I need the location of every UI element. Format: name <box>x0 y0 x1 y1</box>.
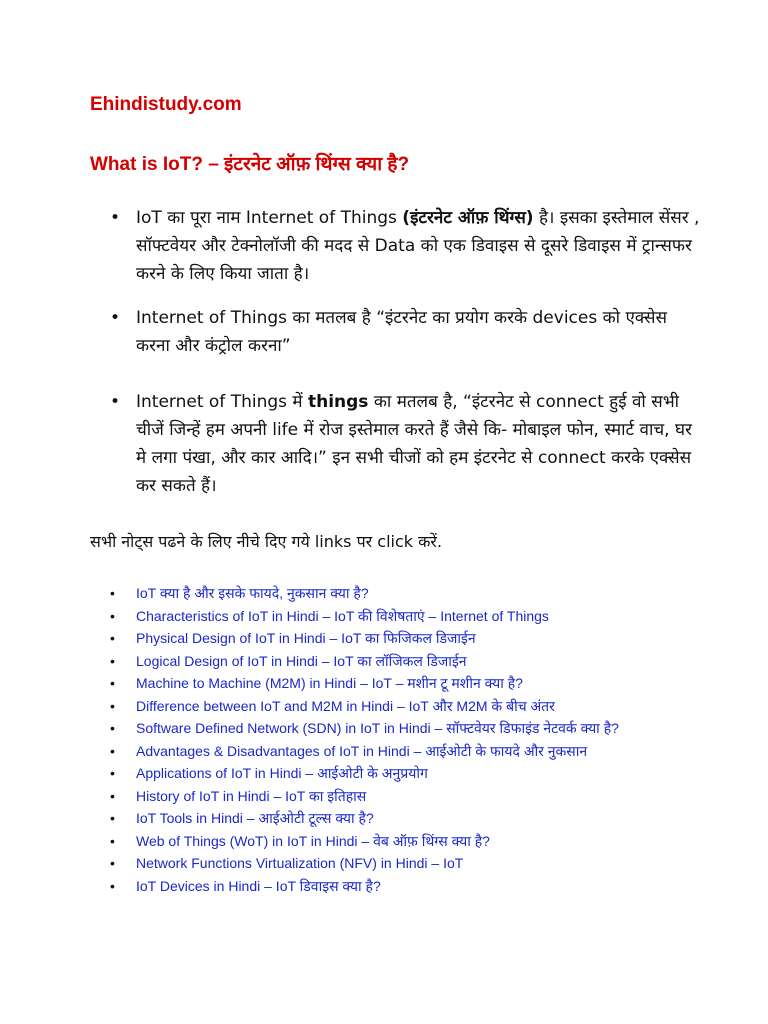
note-link[interactable]: IoT Devices in Hindi – IoT डिवाइस क्या है? <box>136 877 381 894</box>
list-item <box>110 717 670 740</box>
site-name: Ehindistudy.com <box>90 94 242 115</box>
note-link[interactable]: Characteristics of IoT in Hindi – IoT की विशेषताएं – Internet of Things <box>136 607 549 624</box>
list-item <box>110 672 670 695</box>
list-item <box>110 807 670 830</box>
bullet: • <box>110 675 115 691</box>
intro-item-meaning <box>110 304 700 360</box>
note-link[interactable]: Network Functions Virtualization (NFV) in Hindi – IoT <box>136 855 464 871</box>
bullet: • <box>110 208 121 228</box>
intro-text: है। इसका इस्तेमाल सेंसर , सॉफ्टवेयर और टेक्नोलॉजी की मदद से Data को एक डिवाइस से दूसरे डिवाइस में ट्रान्सफर करने के लिए किया जाता है। <box>136 208 700 284</box>
note-link[interactable]: Difference between IoT and M2M in Hindi – IoT और M2M के बीच अंतर <box>136 697 555 714</box>
list-item <box>110 852 670 875</box>
bullet: • <box>110 810 115 826</box>
note-link[interactable]: Applications of IoT in Hindi – आईओटी के अनुप्रयोग <box>136 765 428 781</box>
list-item <box>110 650 670 673</box>
bullet: • <box>110 585 115 601</box>
intro-text: Internet of Things में <box>136 392 308 412</box>
notes-link-list <box>110 582 670 897</box>
note-link[interactable]: Advantages & Disadvantages of IoT in Hindi – आईओटी के फायदे और नुकसान <box>136 742 588 759</box>
bullet: • <box>110 832 115 849</box>
bullet: • <box>110 308 121 328</box>
list-item <box>110 762 670 785</box>
note-link[interactable]: Machine to Machine (M2M) in Hindi – IoT – मशीन टू मशीन क्या है? <box>136 675 523 691</box>
list-item <box>110 740 670 763</box>
bullet: • <box>110 697 115 714</box>
intro-item-full-name <box>110 204 700 288</box>
note-link[interactable]: IoT Tools in Hindi – आईओटी टूल्स क्या है? <box>136 810 374 826</box>
intro-text: का मतलब है, “इंटरनेट से connect हुई वो सभी चीजें जिन्हें हम अपनी life में रोज इस्तेमाल करते हैं जैसे कि- मोबाइल फोन, स्मार्ट वाच, घर मे लगा पंखा, और कार आदि।” इन सभी चीजों को हम इंटरनेट से connect करके एक्सेस कर सकते हैं। <box>136 392 692 496</box>
intro-bold-text: things <box>307 392 369 412</box>
intro-bold-text: (इंटरनेट ऑफ़ थिंग्स) <box>402 208 534 228</box>
list-item <box>110 605 670 628</box>
intro-list <box>110 204 700 500</box>
list-item <box>110 830 670 853</box>
note-link[interactable]: IoT क्या है और इसके फायदे, नुकसान क्या है? <box>136 585 369 601</box>
bullet: • <box>110 392 121 412</box>
bullet: • <box>110 787 115 804</box>
bullet: • <box>110 720 115 736</box>
bullet: • <box>110 855 115 871</box>
note-link[interactable]: History of IoT in Hindi – IoT का इतिहास <box>136 787 367 804</box>
note-link[interactable]: Software Defined Network (SDN) in IoT in Hindi – सॉफ्टवेयर डिफाइंड नेटवर्क क्या है? <box>136 720 619 736</box>
bullet: • <box>110 630 115 646</box>
note-link[interactable]: Logical Design of IoT in Hindi – IoT का लॉजिकल डिजाईन <box>136 652 467 669</box>
intro-item-things <box>110 388 700 500</box>
bullet: • <box>110 652 115 669</box>
bullet: • <box>110 742 115 759</box>
list-item <box>110 875 670 898</box>
bullet: • <box>110 607 115 624</box>
intro-text: IoT का पूरा नाम Internet of Things <box>136 208 403 228</box>
intro-text: Internet of Things का मतलब है “इंटरनेट का प्रयोग करके devices को एक्सेस करना और कंट्रोल करना” <box>136 308 668 356</box>
bullet: • <box>110 877 115 894</box>
list-item <box>110 785 670 808</box>
note-link[interactable]: Web of Things (WoT) in IoT in Hindi – वेब ऑफ़ थिंग्स क्या है? <box>136 832 490 849</box>
notes-instruction: सभी नोट्स पढने के लिए नीचे दिए गये links पर click करें. <box>90 532 443 551</box>
list-item <box>110 582 670 605</box>
list-item <box>110 627 670 650</box>
note-link[interactable]: Physical Design of IoT in Hindi – IoT का फिजिकल डिजाईन <box>136 630 476 646</box>
list-item <box>110 695 670 718</box>
bullet: • <box>110 765 115 781</box>
page-heading: What is IoT? – इंटरनेट ऑफ़ थिंग्स क्या है? <box>90 154 410 175</box>
